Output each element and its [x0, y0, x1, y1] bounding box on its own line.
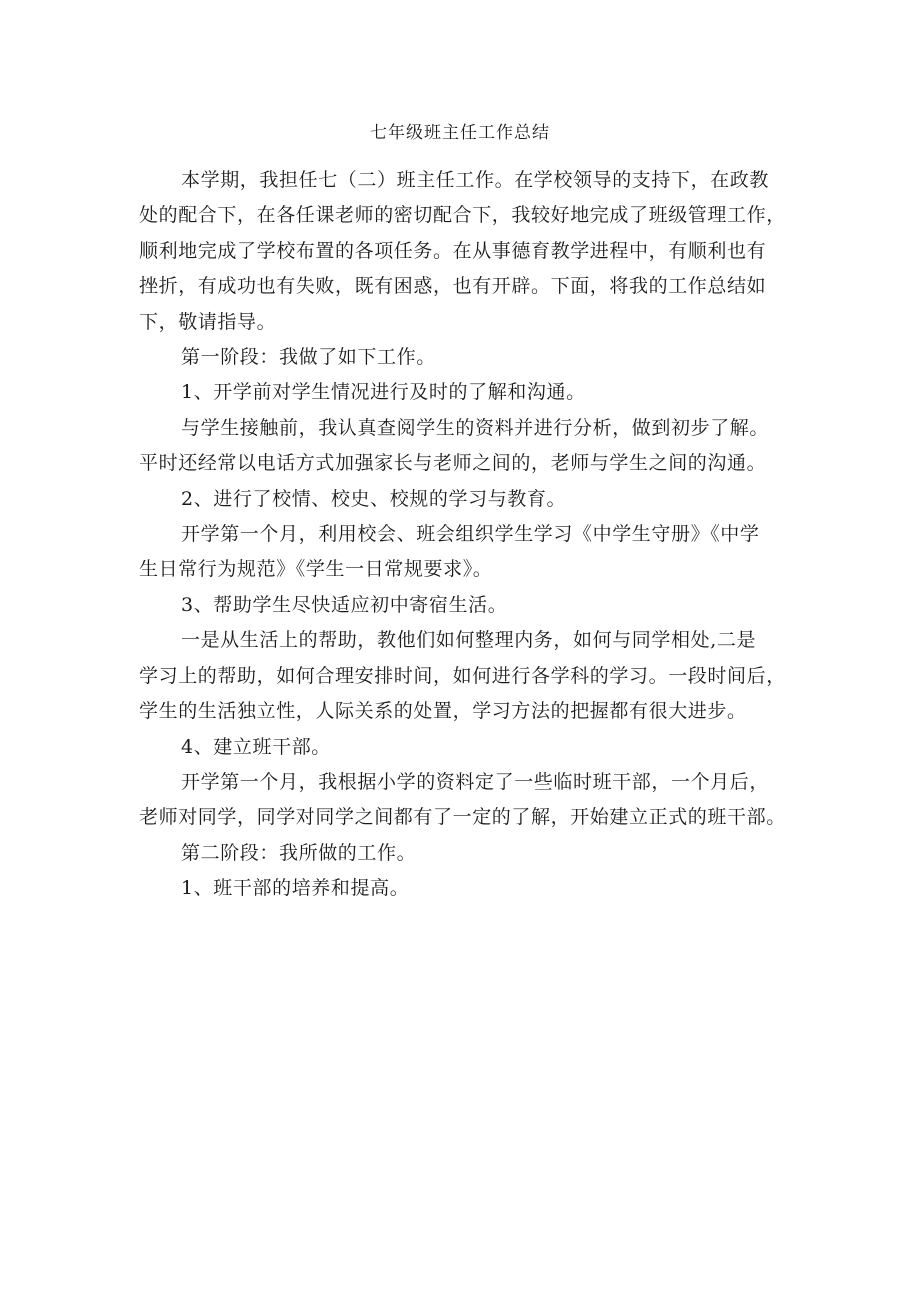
text-line: 一是从生活上的帮助，教他们如何整理内务，如何与同学相处,二是 [181, 629, 757, 652]
text-line: 开学第一个月，利用校会、班会组织学生学习《中学生守册》《中学 [181, 523, 760, 546]
text-line: 本学期，我担任七（二）班主任工作。在学校领导的支持下，在政教 [181, 169, 770, 191]
text-line: 下，敬请指导。 [139, 310, 277, 333]
text-line: 学习上的帮助，如何合理安排时间，如何进行各学科的学习。一段时间后， [139, 664, 786, 687]
text-line: 第一阶段：我做了如下工作。 [181, 346, 436, 369]
text-line: 顺利地完成了学校布置的各项任务。在从事德育教学进程中，有顺利也有 [139, 239, 767, 262]
text-line: 老师对同学，同学对同学之间都有了一定的了解，开始建立正式的班干部。 [139, 806, 786, 829]
text-line: 处的配合下，在各任课老师的密切配合下，我较好地完成了班级管理工作， [139, 204, 786, 227]
text-line: 2、进行了校情、校史、校规的学习与教育。 [181, 487, 567, 510]
text-line: 生日常行为规范》《学生一日常规要求》。 [139, 558, 493, 581]
text-line: 挫折，有成功也有失败，既有困惑，也有开辟。下面，将我的工作总结如 [139, 275, 767, 298]
document-body [139, 163, 789, 907]
document-title: 七年级班主任工作总结 [370, 123, 550, 143]
text-line: 3、帮助学生尽快适应初中寄宿生活。 [181, 593, 508, 616]
text-line: 与学生接触前，我认真查阅学生的资料并进行分析，做到初步了解。 [181, 416, 770, 439]
text-line: 第二阶段：我所做的工作。 [181, 841, 417, 864]
text-line: 1、开学前对学生情况进行及时的了解和沟通。 [181, 381, 586, 404]
text-line: 平时还经常以电话方式加强家长与老师之间的，老师与学生之间的沟通。 [139, 452, 767, 475]
text-line: 开学第一个月，我根据小学的资料定了一些临时班干部，一个月后， [181, 770, 770, 793]
text-line: 学生的生活独立性，人际关系的处置，学习方法的把握都有很大进步。 [139, 700, 747, 723]
text-line: 4、建立班干部。 [181, 735, 331, 758]
text-line: 1、班干部的培养和提高。 [181, 877, 410, 900]
